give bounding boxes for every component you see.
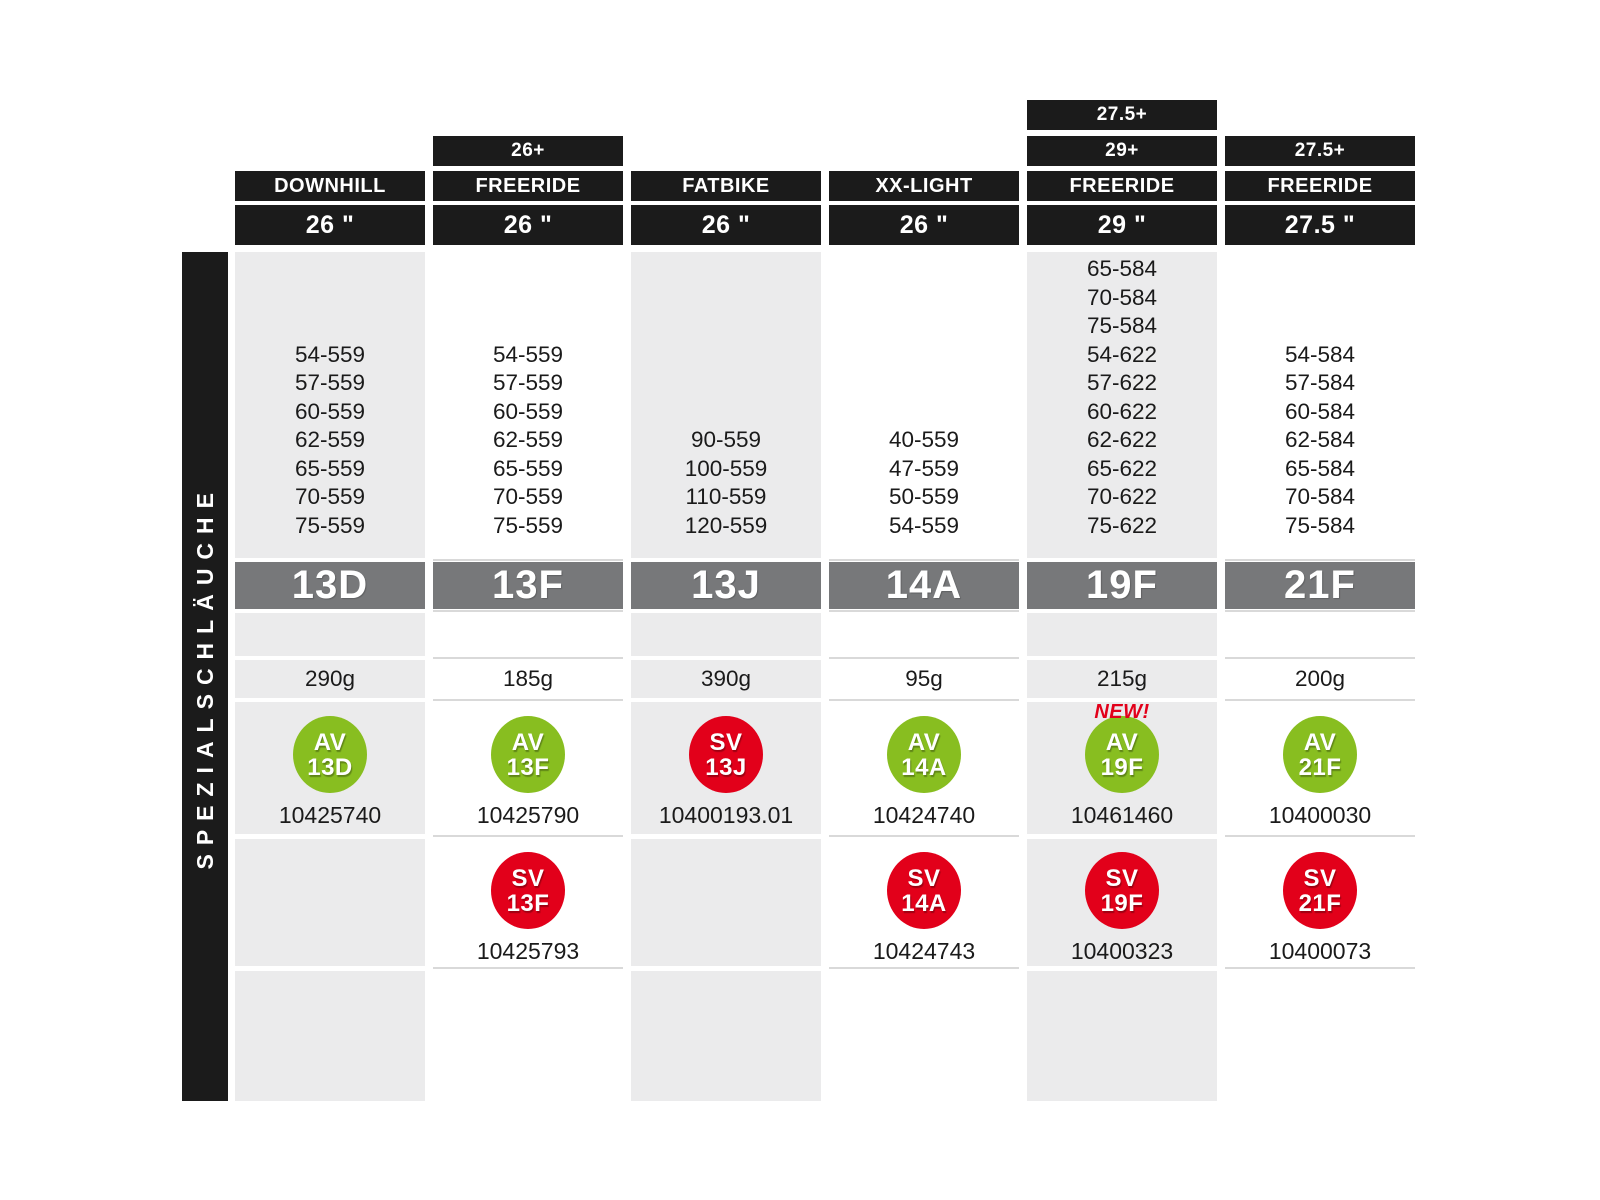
empty-row bbox=[829, 971, 1019, 1101]
empty-row bbox=[433, 971, 623, 1101]
article-number: 10400073 bbox=[1268, 938, 1372, 964]
header-slot-category bbox=[235, 171, 425, 201]
product-column bbox=[631, 100, 821, 1101]
product-column bbox=[1027, 100, 1217, 1101]
article-number: 10424743 bbox=[872, 938, 976, 964]
wheel-size-band: 26 " bbox=[829, 205, 1019, 245]
size-item: 40-559 bbox=[888, 427, 960, 452]
valve-type-label: SV bbox=[709, 728, 743, 756]
valve-row-2 bbox=[433, 839, 623, 966]
size-item: 70-584 bbox=[1284, 484, 1356, 509]
header-slot-mid bbox=[829, 136, 1019, 166]
category-band: FREERIDE bbox=[1027, 171, 1217, 201]
category-band: FATBIKE bbox=[631, 171, 821, 201]
article-number: 10425793 bbox=[476, 938, 580, 964]
empty-row bbox=[1225, 971, 1415, 1101]
size-item: 47-559 bbox=[888, 455, 960, 481]
valve-type-label: SV bbox=[1105, 864, 1139, 892]
article-number: 10425790 bbox=[476, 802, 580, 828]
model-code-band: 13D bbox=[235, 562, 425, 609]
wheel-plus-band: 27.5+ bbox=[1027, 100, 1217, 130]
column-body bbox=[1225, 252, 1415, 1101]
size-item: 120-559 bbox=[684, 512, 768, 538]
size-item: 65-584 bbox=[1284, 455, 1356, 481]
header-slot-wheel bbox=[433, 205, 623, 245]
size-item: 65-622 bbox=[1086, 455, 1158, 481]
size-item: 62-584 bbox=[1284, 427, 1356, 452]
size-item: 57-559 bbox=[294, 370, 366, 395]
empty-row bbox=[829, 613, 1019, 656]
valve-type-label: AV bbox=[1303, 728, 1337, 756]
size-list bbox=[433, 252, 623, 558]
header-slot-top bbox=[1225, 100, 1415, 130]
empty-row bbox=[631, 971, 821, 1101]
valve-row-2 bbox=[1225, 839, 1415, 966]
product-column bbox=[829, 100, 1019, 1101]
valve-badge-sv bbox=[1085, 852, 1159, 929]
header-slot-mid bbox=[1225, 136, 1415, 166]
category-band: XX-LIGHT bbox=[829, 171, 1019, 201]
header-slot-top bbox=[631, 100, 821, 130]
size-item: 110-559 bbox=[685, 484, 767, 509]
valve-type-label: SV bbox=[907, 864, 941, 892]
valve-type-label: AV bbox=[907, 728, 941, 756]
wheel-size-band: 26 " bbox=[235, 205, 425, 245]
empty-row bbox=[631, 613, 821, 656]
weight-cell: 290g bbox=[235, 660, 425, 698]
valve-row-1 bbox=[631, 702, 821, 834]
header-slot-top bbox=[829, 100, 1019, 130]
valve-model-label: 13J bbox=[705, 753, 747, 781]
valve-row-2 bbox=[829, 839, 1019, 966]
product-column bbox=[235, 100, 425, 1101]
size-item: 60-622 bbox=[1086, 398, 1158, 424]
column-body bbox=[631, 252, 821, 1101]
size-item: 70-559 bbox=[492, 484, 564, 509]
wheel-size-band: 26 " bbox=[433, 205, 623, 245]
valve-row-1 bbox=[433, 702, 623, 834]
column-body bbox=[1027, 252, 1217, 1101]
columns-container bbox=[235, 100, 1415, 1101]
valve-model-label: 14A bbox=[901, 889, 947, 917]
article-number: 10400323 bbox=[1070, 938, 1174, 964]
valve-type-label: AV bbox=[511, 728, 545, 756]
valve-type-label: SV bbox=[511, 864, 545, 892]
valve-badge-sv bbox=[689, 716, 763, 793]
valve-type-label: AV bbox=[313, 728, 347, 756]
empty-row bbox=[1225, 613, 1415, 656]
header-slot-wheel bbox=[235, 205, 425, 245]
size-item: 50-559 bbox=[888, 484, 960, 509]
size-item: 54-559 bbox=[294, 341, 366, 367]
size-item: 57-622 bbox=[1086, 370, 1158, 395]
header-slot-category bbox=[829, 171, 1019, 201]
size-item: 62-559 bbox=[492, 427, 564, 452]
header-slot-top bbox=[235, 100, 425, 130]
header-slot-wheel bbox=[1027, 205, 1217, 245]
header-slot-top bbox=[433, 100, 623, 130]
header-slot-category bbox=[1225, 171, 1415, 201]
wheel-plus-band: 27.5+ bbox=[1225, 136, 1415, 166]
size-item: 70-559 bbox=[294, 484, 366, 509]
size-item: 65-584 bbox=[1086, 256, 1158, 281]
weight-cell: 390g bbox=[631, 660, 821, 698]
header-slot-wheel bbox=[829, 205, 1019, 245]
vertical-title: SPEZIALSCHLÄUCHE bbox=[191, 483, 218, 870]
size-item: 60-559 bbox=[294, 398, 366, 424]
header-slot-mid bbox=[631, 136, 821, 166]
valve-type-label: SV bbox=[1303, 864, 1337, 892]
size-list bbox=[1225, 252, 1415, 558]
category-band: DOWNHILL bbox=[235, 171, 425, 201]
model-code-band: 21F bbox=[1225, 562, 1415, 609]
size-item: 100-559 bbox=[684, 455, 768, 481]
column-body bbox=[433, 252, 623, 1101]
size-list bbox=[235, 252, 425, 558]
product-column bbox=[1225, 100, 1415, 1101]
size-item: 65-559 bbox=[294, 455, 366, 481]
size-item: 62-559 bbox=[294, 427, 366, 452]
size-list bbox=[631, 252, 821, 558]
header-slot-category bbox=[631, 171, 821, 201]
valve-row-2 bbox=[1027, 839, 1217, 966]
header-slot-wheel bbox=[1225, 205, 1415, 245]
valve-row-2 bbox=[235, 839, 425, 966]
article-number: 10400193.01 bbox=[658, 802, 794, 828]
empty-row bbox=[1027, 613, 1217, 656]
empty-row bbox=[235, 613, 425, 656]
size-item: 60-559 bbox=[492, 398, 564, 424]
valve-model-label: 19F bbox=[1100, 889, 1144, 917]
size-item: 54-559 bbox=[492, 341, 564, 367]
size-item: 75-584 bbox=[1284, 512, 1356, 538]
article-number: 10425740 bbox=[278, 802, 382, 828]
wheel-plus-band: 29+ bbox=[1027, 136, 1217, 166]
valve-badge-av bbox=[491, 716, 565, 793]
size-item: 54-584 bbox=[1284, 341, 1356, 367]
size-item: 75-559 bbox=[492, 512, 564, 538]
wheel-size-band: 29 " bbox=[1027, 205, 1217, 245]
valve-row-2 bbox=[631, 839, 821, 966]
valve-type-label: AV bbox=[1105, 728, 1139, 756]
empty-row bbox=[1027, 971, 1217, 1101]
empty-row bbox=[433, 613, 623, 656]
model-code-band: 13J bbox=[631, 562, 821, 609]
valve-row-1 bbox=[1027, 702, 1217, 834]
weight-cell: 215g bbox=[1027, 660, 1217, 698]
weight-cell: 95g bbox=[829, 660, 1019, 698]
size-item: 62-622 bbox=[1086, 427, 1158, 452]
valve-row-1 bbox=[829, 702, 1019, 834]
header-slot-mid bbox=[433, 136, 623, 166]
wheel-plus-band: 26+ bbox=[433, 136, 623, 166]
valve-model-label: 21F bbox=[1298, 889, 1342, 917]
model-code-band: 13F bbox=[433, 562, 623, 609]
size-item: 70-622 bbox=[1086, 484, 1158, 509]
category-band: FREERIDE bbox=[1225, 171, 1415, 201]
vertical-title-bar bbox=[182, 252, 228, 1101]
column-body bbox=[829, 252, 1019, 1101]
weight-cell: 185g bbox=[433, 660, 623, 698]
header-slot-mid bbox=[235, 136, 425, 166]
valve-model-label: 21F bbox=[1298, 753, 1342, 781]
valve-model-label: 13D bbox=[307, 753, 353, 781]
size-item: 70-584 bbox=[1086, 284, 1158, 310]
new-badge: NEW! bbox=[1094, 701, 1150, 723]
empty-row bbox=[235, 971, 425, 1101]
weight-cell: 200g bbox=[1225, 660, 1415, 698]
size-item: 75-622 bbox=[1086, 512, 1158, 538]
article-number: 10400030 bbox=[1268, 802, 1372, 828]
valve-badge-av bbox=[1283, 716, 1357, 793]
size-item: 90-559 bbox=[690, 427, 762, 452]
size-item: 65-559 bbox=[492, 455, 564, 481]
header-slot-category bbox=[1027, 171, 1217, 201]
product-column bbox=[433, 100, 623, 1101]
valve-row-1 bbox=[1225, 702, 1415, 834]
wheel-size-band: 27.5 " bbox=[1225, 205, 1415, 245]
valve-badge-sv bbox=[1283, 852, 1357, 929]
size-item: 54-559 bbox=[888, 512, 960, 538]
size-list bbox=[829, 252, 1019, 558]
size-item: 57-559 bbox=[492, 370, 564, 395]
valve-badge-av bbox=[1085, 716, 1159, 793]
valve-model-label: 19F bbox=[1100, 753, 1144, 781]
valve-model-label: 13F bbox=[506, 889, 550, 917]
article-number: 10424740 bbox=[872, 802, 976, 828]
category-band: FREERIDE bbox=[433, 171, 623, 201]
valve-row-1 bbox=[235, 702, 425, 834]
valve-badge-av bbox=[887, 716, 961, 793]
size-list bbox=[1027, 252, 1217, 558]
valve-model-label: 14A bbox=[901, 753, 947, 781]
model-code-band: 19F bbox=[1027, 562, 1217, 609]
header-slot-top bbox=[1027, 100, 1217, 130]
header-slot-category bbox=[433, 171, 623, 201]
valve-badge-av bbox=[293, 716, 367, 793]
valve-badge-sv bbox=[491, 852, 565, 929]
size-item: 75-584 bbox=[1086, 313, 1158, 338]
size-item: 54-622 bbox=[1086, 341, 1158, 367]
size-item: 75-559 bbox=[294, 512, 366, 538]
valve-model-label: 13F bbox=[506, 753, 550, 781]
wheel-size-band: 26 " bbox=[631, 205, 821, 245]
article-number: 10461460 bbox=[1070, 802, 1174, 828]
model-code-band: 14A bbox=[829, 562, 1019, 609]
valve-badge-sv bbox=[887, 852, 961, 929]
header-slot-wheel bbox=[631, 205, 821, 245]
size-item: 57-584 bbox=[1284, 370, 1356, 395]
size-item: 60-584 bbox=[1284, 398, 1356, 424]
header-slot-mid bbox=[1027, 136, 1217, 166]
column-body bbox=[235, 252, 425, 1101]
